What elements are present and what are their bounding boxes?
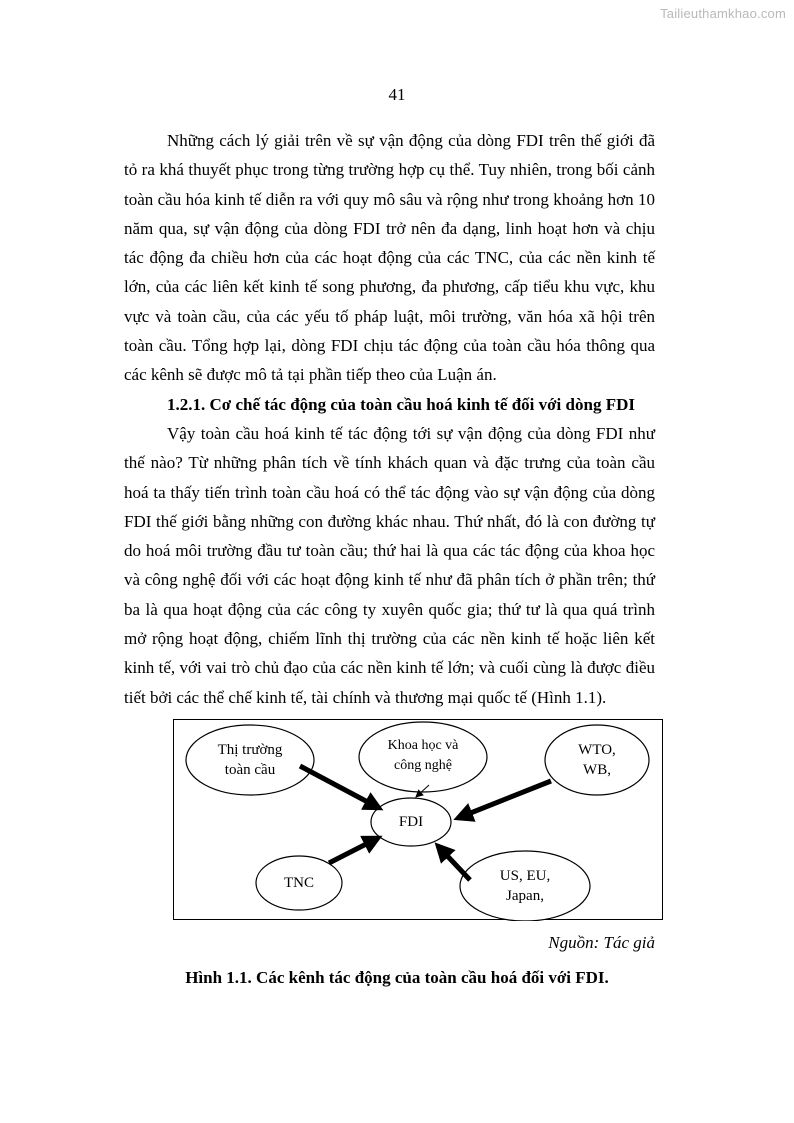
node-science-line1: Khoa học và xyxy=(387,738,459,753)
node-science-line2: công nghệ xyxy=(394,758,452,773)
arrow-economies-to-fdi xyxy=(438,846,470,880)
node-market-label xyxy=(218,740,283,780)
node-fdi-label xyxy=(399,812,423,832)
node-wto-label xyxy=(578,740,616,780)
node-fdi-line1: FDI xyxy=(398,814,424,830)
fdi-channels-diagram xyxy=(173,719,663,920)
page-number: 41 xyxy=(388,85,406,104)
node-science-label xyxy=(388,736,459,776)
node-tnc-label xyxy=(284,873,314,893)
node-economies-line2: Japan, xyxy=(506,888,544,904)
node-wto-line1: WTO, xyxy=(578,742,616,758)
figure-caption: Hình 1.1. Các kênh tác động của toàn cầu hoá đối với FDI. xyxy=(185,968,609,987)
node-market-line2: toàn cầu xyxy=(224,762,276,778)
node-tnc-line1: TNC xyxy=(284,875,314,891)
paragraph-2: Vậy toàn cầu hoá kinh tế tác động tới sự vận động của dòng FDI như thế nào? Từ những phân tích về tính khách quan và đặc trưng của toàn cầu hoá ta thấy tiến trình toàn cầu hoá có thể tác động vào sự vận động của dòng FDI thế giới bằng những con đường khác nhau. Thứ nhất, đó là con đường tự do hoá môi trường đầu tư toàn cầu; thứ hai là qua các tác động của khoa học và công nghệ đối với các hoạt động kinh tế như đã phân tích ở phần trên; thứ ba là qua hoạt động của các công ty xuyên quốc gia; thứ tư là qua quá trình mở rộng hoạt động, chiếm lĩnh thị trường của các nền kinh tế hoặc liên kết kinh tế, với vai trò chủ đạo của các nền kinh tế lớn; và cuối cùng là được điều tiết bởi các thể chế kinh tế, tài chính và thương mại quốc tế (Hình 1.1). xyxy=(124,424,655,707)
paragraph-1: Những cách lý giải trên về sự vận động của dòng FDI trên thế giới đã tỏ ra khá thuyết phục trong từng trường hợp cụ thể. Tuy nhiên, trong bối cảnh toàn cầu hóa kinh tế diễn ra với quy mô sâu và rộng như trong khoảng hơn 10 năm qua, sự vận động của dòng FDI trở nên đa dạng, linh hoạt hơn và chịu tác động đa chiều hơn của các hoạt động của các TNC, của các nền kinh tế lớn, của các liên kết kinh tế song phương, đa phương, cấp tiểu khu vực, khu vực và toàn cầu, của các yếu tố pháp luật, môi trường, văn hóa xã hội trên toàn cầu. Tổng hợp lại, dòng FDI chịu tác động của toàn cầu hóa thông qua các kênh sẽ được mô tả tại phần tiếp theo của Luận án. xyxy=(124,131,655,385)
node-economies-line1: US, EU, xyxy=(499,868,551,884)
arrow-wto-to-fdi xyxy=(458,781,551,818)
figure-source: Nguồn: Tác giả xyxy=(548,933,655,952)
arrow-tnc-to-fdi xyxy=(329,838,378,863)
watermark: Tailieuthamkhao.com xyxy=(660,6,786,21)
node-wto-line2: WB, xyxy=(583,762,611,778)
node-economies-label xyxy=(500,866,550,906)
node-market-line1: Thị trường xyxy=(217,742,283,758)
section-heading: 1.2.1. Cơ chế tác động của toàn cầu hoá kinh tế đối với dòng FDI xyxy=(167,395,635,414)
